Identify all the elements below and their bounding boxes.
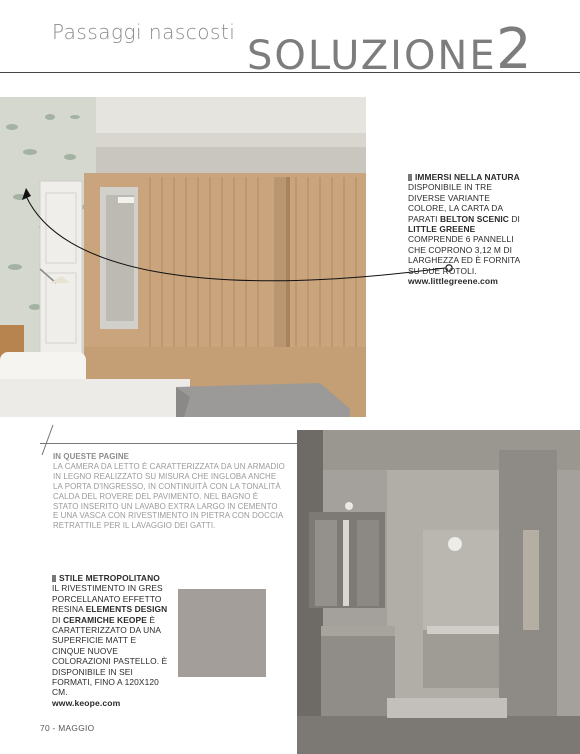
caption-marker: [52, 575, 56, 582]
solution-label: SOLUZIONE: [247, 33, 497, 79]
caption-heading: STILE METROPOLITANO: [59, 573, 160, 583]
caption-marker: [408, 174, 412, 181]
pointer-arrow: [0, 170, 460, 300]
caption-heading: IN QUESTE PAGINE: [53, 452, 129, 461]
page-footer: 70 - MAGGIO: [40, 723, 95, 733]
caption-in-these-pages: [53, 452, 285, 531]
caption-url[interactable]: www.keope.com: [52, 697, 121, 708]
caption-wallpaper: IMMERSI NELLA NATURA DISPONIBILE IN TRE DIVERSE VARIANTE COLORE, LA CARTA DA PARATI BELTON SCENIC DI LITTLE GREENE COMPRENDE 6 PANNELLI CHE COPRONO 3,12 M DI LARGHEZZA ED È FORNITA SU DUE ROTOLI. www.littlegreene.com: [408, 172, 520, 287]
caption-tiles: STILE METROPOLITANO IL RIVESTIMENTO IN GRES PORCELLANATO EFFETTO RESINA ELEMENTS DESIGN DI CERAMICHE KEOPE È CARATTERIZZATO DA UNA SUPERFICIE MATT E CINQUE NUOVE COLORAZIONI PASTELLO. È DISPONIBILE IN SEI FORMATI, FINO A 120X120 CM. www.keope.com: [52, 573, 168, 708]
tile-swatch: [178, 589, 266, 677]
caption-rule: [40, 443, 297, 444]
caption-tick: [42, 425, 54, 455]
caption-url[interactable]: www.littlegreene.com: [408, 276, 499, 287]
caption-heading: IMMERSI NELLA NATURA: [415, 172, 520, 182]
section-title: Passaggi nascosti: [52, 20, 236, 44]
bathroom-photo: [297, 430, 580, 754]
caption-body: LA CAMERA DA LETTO È CARATTERIZZATA DA UN ARMADIO IN LEGNO REALIZZATO SU MISURA CHE INGLOBA ANCHE LA PORTA D'INGRESSO, IN CONTINUITÀ CON LA TONALITÀ CALDA DEL ROVERE DEL PAVIMENTO. NEL BAGNO È STATO INSERITO UN LAVABO EXTRA LARGO IN CEMENTO E UNA VASCA CON RIVESTIMENTO IN PIETRA CON DOCCIA RETRATTILE PER IL LAVAGGIO DEI GATTI.: [53, 461, 285, 531]
solution-number: 2: [496, 17, 532, 82]
